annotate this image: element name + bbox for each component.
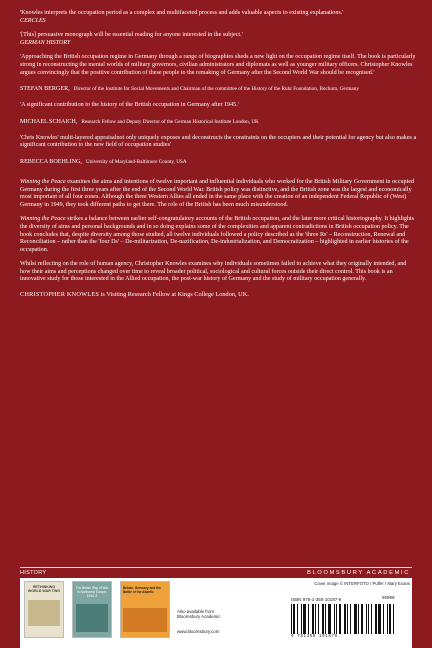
attribution-detail: Research Fellow and Deputy Director of the German Historical Institute London, UK	[81, 118, 259, 125]
related-book-title: The British Way of War in Northwest Europe, 1944–5	[75, 586, 109, 598]
book-cover-art	[28, 600, 60, 626]
barcode-bar	[325, 604, 326, 634]
also-available-text	[177, 609, 220, 620]
quote-attribution	[20, 150, 418, 168]
publisher-name: BLOOMSBURY ACADEMIC	[307, 570, 410, 576]
barcode-bar	[347, 604, 348, 634]
description-paragraph	[20, 261, 418, 284]
paragraph-text: strikes a balance between earlier self-congratulatory accounts of the British occupation, and the later more critical historiography. It highlights the diversity of aims and personal backgrounds and in so doing explains some of the complexities and apparent contradictions in British occupation policy. The book concludes that, despite diversity among those studied, all twelve individuals followed a policy described as the 'three Rs' – Reconstruction, Renewal and Reconciliation – rather than the 'four Ds' – De-militarization, De-nazification, De-industrialization, and Democratization – highlighted in earlier histories of the occupation.	[20, 216, 415, 253]
book-cover-art	[123, 608, 167, 632]
divider	[20, 567, 412, 568]
barcode-bar	[389, 604, 391, 634]
barcode-bar	[375, 604, 377, 634]
barcode	[291, 604, 401, 634]
author-name: CHRISTOPHER KNOWLES	[20, 291, 100, 299]
barcode-bar	[291, 604, 292, 634]
paragraph-text: Whilst reflecting on the role of human agency, Christopher Knowles examines why individuals sometimes failed to achieve what they originally intended, and how their aims and perceptions changed over time to reveal broader political, sociological and cultural forces outside their direct control. This book is an innovative study for those interested in the Allied occupation, the post-war history of Germany and the study of military occupation generally.	[20, 261, 407, 283]
barcode-bar	[393, 604, 394, 634]
quote-source: GERMAN HISTORY	[20, 39, 71, 46]
review-quote	[20, 102, 418, 128]
quote-attribution	[20, 110, 418, 128]
barcode-bar	[328, 604, 331, 634]
barcode-digits: 9 781350 101876	[291, 635, 338, 639]
publisher-website: www.bloomsbury.com	[177, 629, 220, 634]
attribution-detail: Director of the Institute for Social Movements and Chairman of the committee of the History of the Ruhr Foundation, Bochum, Germany	[73, 86, 359, 93]
review-quote	[20, 135, 418, 168]
author-bio	[20, 291, 418, 299]
review-quote	[20, 32, 418, 47]
barcode-bar	[315, 604, 316, 634]
related-book-title: RETHINKING WORLD WAR TWO	[27, 585, 61, 593]
barcode-bar	[308, 604, 309, 634]
barcode-bar	[303, 604, 306, 634]
quote-source: CERCLES	[20, 17, 46, 24]
book-cover-art	[76, 604, 108, 632]
book-title-italic: Winning the Peace	[20, 216, 66, 223]
review-quote	[20, 54, 418, 95]
category-label: HISTORY	[20, 570, 47, 576]
description-paragraph	[20, 179, 418, 209]
barcode-bar	[318, 604, 319, 634]
barcode-bar	[366, 604, 367, 634]
book-title-italic: Winning the Peace	[20, 178, 66, 185]
attribution-name: MICHAEL SCHAICH,	[20, 118, 78, 125]
quote-attribution	[20, 77, 418, 95]
price-code: 90000	[382, 597, 395, 601]
barcode-bar	[383, 604, 384, 634]
barcode-bar	[350, 604, 351, 634]
barcode-bar	[371, 604, 372, 634]
quote-text: 'A significant contribution to the history of the British occupation in Germany after 1945.'	[20, 102, 239, 109]
barcode-bar	[297, 604, 298, 634]
barcode-bar	[344, 604, 346, 634]
attribution-name: STEFAN BERGER,	[20, 86, 70, 93]
isbn-text: ISBN 978-1-350-10187-6	[291, 597, 342, 602]
related-book-title: Britain, Germany and the Battle of the Atlantic	[123, 586, 161, 594]
barcode-bar	[312, 604, 314, 634]
attribution-name: REBECCA BOEHLING,	[20, 158, 82, 165]
barcode-bar	[354, 604, 357, 634]
barcode-bar	[361, 604, 363, 634]
quote-text: 'Knowles interprets the occupation period as a complex and multifaceted process and adds valuable aspects to existing explanations.'	[20, 10, 344, 16]
barcode-bar	[322, 604, 324, 634]
also-available-line: Also available from	[177, 609, 215, 614]
quote-text: 'Chris Knowles' multi-layered appraisalnot only uniquely exposes and deconstructs the constraints on the occupiers and their potential for agency but also makes a significant contribution to the new field of occupation studies'	[20, 134, 417, 149]
barcode-bar	[358, 604, 359, 634]
paragraph-text: examines the aims and intentions of twelve important and influential individuals who worked for the British Military Government in occupied Germany during the first three years after the end of the Second World War. British policy was distinctive, and the British zone was the largest and economically most important of all four zones. Although the three Western Allies all ended in the same place with the creation of an independent Federal Republic of (West) Germany in 1949, they took different paths to get there. The role of the British has been much misunderstood.	[20, 178, 414, 208]
description-paragraph	[20, 216, 418, 254]
review-quote	[20, 10, 418, 25]
barcode-bar	[368, 604, 369, 634]
barcode-bar	[378, 604, 381, 634]
barcode-bar	[301, 604, 302, 634]
barcode-bar	[293, 604, 295, 634]
also-available-line: Bloomsbury Academic	[177, 614, 221, 620]
attribution-detail: University of Maryland-Baltimore County, USA	[85, 158, 187, 165]
barcode-bar	[336, 604, 337, 634]
author-bio-text: is Visiting Research Fellow at Kings College London, UK.	[99, 291, 249, 299]
quote-text: '[This] persuasive monograph will be essential reading for anyone interested in the subject.'	[20, 32, 243, 39]
barcode-bar	[334, 604, 335, 634]
quote-text: 'Approaching the British occupation regime in Germany through a range of biographies sheds a new light on the occupation regime itself. The book is particularly strong in reconstructing the mental worlds of military governors, civilian administrators and diplomats as well as younger military officers. Christopher Knowles argues convincingly that the positive contribution of these people to the remaking of Germany after the Second World War should be recognised.'	[20, 54, 416, 76]
barcode-bar	[387, 604, 388, 634]
barcode-bar	[339, 604, 341, 634]
cover-image-credit: Cover image © INTERFOTO / Pulfer / Mary Evans	[314, 581, 410, 586]
back-cover-text	[20, 10, 418, 299]
